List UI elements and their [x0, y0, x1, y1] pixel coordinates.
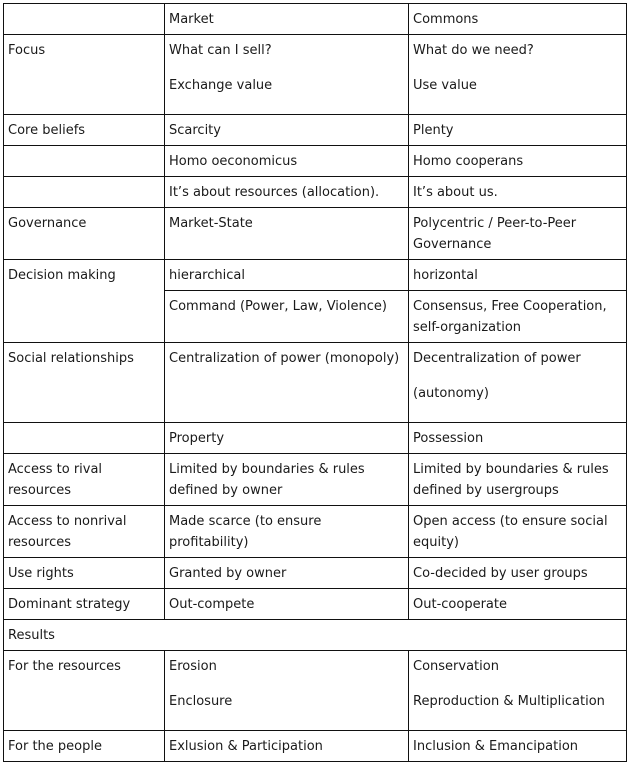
table-row: [4, 731, 627, 762]
row-label: Use rights: [4, 558, 165, 589]
commons-cell-text: Decentralization of power: [413, 351, 581, 366]
market-cell: Made scarce (to ensure profitability): [165, 506, 409, 558]
header-market: Market: [165, 4, 409, 35]
market-cell-text: Enclosure: [169, 694, 233, 709]
market-cell-text: What can I sell?: [169, 43, 272, 58]
row-label: [4, 177, 165, 208]
table-row: [4, 177, 627, 208]
commons-cell: Homo cooperans: [409, 146, 627, 177]
commons-cell: Limited by boundaries & rules defined by usergroups: [409, 454, 627, 506]
market-cell: [165, 651, 409, 731]
commons-cell: Possession: [409, 423, 627, 454]
row-label: For the people: [4, 731, 165, 762]
commons-cell-text: Use value: [413, 78, 477, 93]
commons-cell: Consensus, Free Cooperation, self-organization: [409, 291, 627, 343]
header-row: [4, 4, 627, 35]
row-label: Decision making: [4, 260, 165, 343]
market-cell: hierarchical: [165, 260, 409, 291]
row-label: For the resources: [4, 651, 165, 731]
table-row: [4, 589, 627, 620]
table-row: [4, 208, 627, 260]
commons-cell: [409, 343, 627, 423]
results-section-row: [4, 620, 627, 651]
table-row: [4, 558, 627, 589]
commons-cell-text: Conservation: [413, 659, 499, 674]
market-cell: Out-compete: [165, 589, 409, 620]
commons-cell: [409, 35, 627, 115]
market-cell: It’s about resources (allocation).: [165, 177, 409, 208]
table-row: [4, 115, 627, 146]
row-label: [4, 423, 165, 454]
row-label: Social relationships: [4, 343, 165, 423]
row-label: Dominant strategy: [4, 589, 165, 620]
market-cell: Limited by boundaries & rules defined by owner: [165, 454, 409, 506]
table-row: [4, 260, 627, 291]
market-cell: Centralization of power (monopoly): [165, 343, 409, 423]
commons-cell-text: What do we need?: [413, 43, 534, 58]
market-cell: Homo oeconomicus: [165, 146, 409, 177]
commons-cell: Co-decided by user groups: [409, 558, 627, 589]
row-label: [4, 146, 165, 177]
commons-cell: Inclusion & Emancipation: [409, 731, 627, 762]
market-cell-text: Exchange value: [169, 78, 273, 93]
table-row: [4, 423, 627, 454]
commons-cell: horizontal: [409, 260, 627, 291]
commons-cell: It’s about us.: [409, 177, 627, 208]
row-label: Governance: [4, 208, 165, 260]
header-row-label: [4, 4, 165, 35]
table-row: [4, 343, 627, 423]
commons-cell: Out-cooperate: [409, 589, 627, 620]
market-cell: Granted by owner: [165, 558, 409, 589]
table-row: [4, 35, 627, 115]
row-label: Access to nonrival resources: [4, 506, 165, 558]
market-cell: Property: [165, 423, 409, 454]
commons-cell: Plenty: [409, 115, 627, 146]
commons-cell-text: Reproduction & Multiplication: [413, 694, 605, 709]
market-cell-text: Erosion: [169, 659, 217, 674]
row-label: Access to rival resources: [4, 454, 165, 506]
market-cell: Market-State: [165, 208, 409, 260]
comparison-table: [3, 3, 627, 762]
row-label: Focus: [4, 35, 165, 115]
commons-cell: Open access (to ensure social equity): [409, 506, 627, 558]
table-row: [4, 454, 627, 506]
commons-cell: Polycentric / Peer-to-Peer Governance: [409, 208, 627, 260]
header-commons: Commons: [409, 4, 627, 35]
market-cell: Exlusion & Participation: [165, 731, 409, 762]
market-cell: Scarcity: [165, 115, 409, 146]
market-cell: Command (Power, Law, Violence): [165, 291, 409, 343]
table-row: [4, 506, 627, 558]
table-row: [4, 651, 627, 731]
row-label: Core beliefs: [4, 115, 165, 146]
market-cell: [165, 35, 409, 115]
commons-cell-text: (autonomy): [413, 386, 489, 401]
table-row: [4, 146, 627, 177]
section-heading: Results: [4, 620, 627, 651]
commons-cell: [409, 651, 627, 731]
